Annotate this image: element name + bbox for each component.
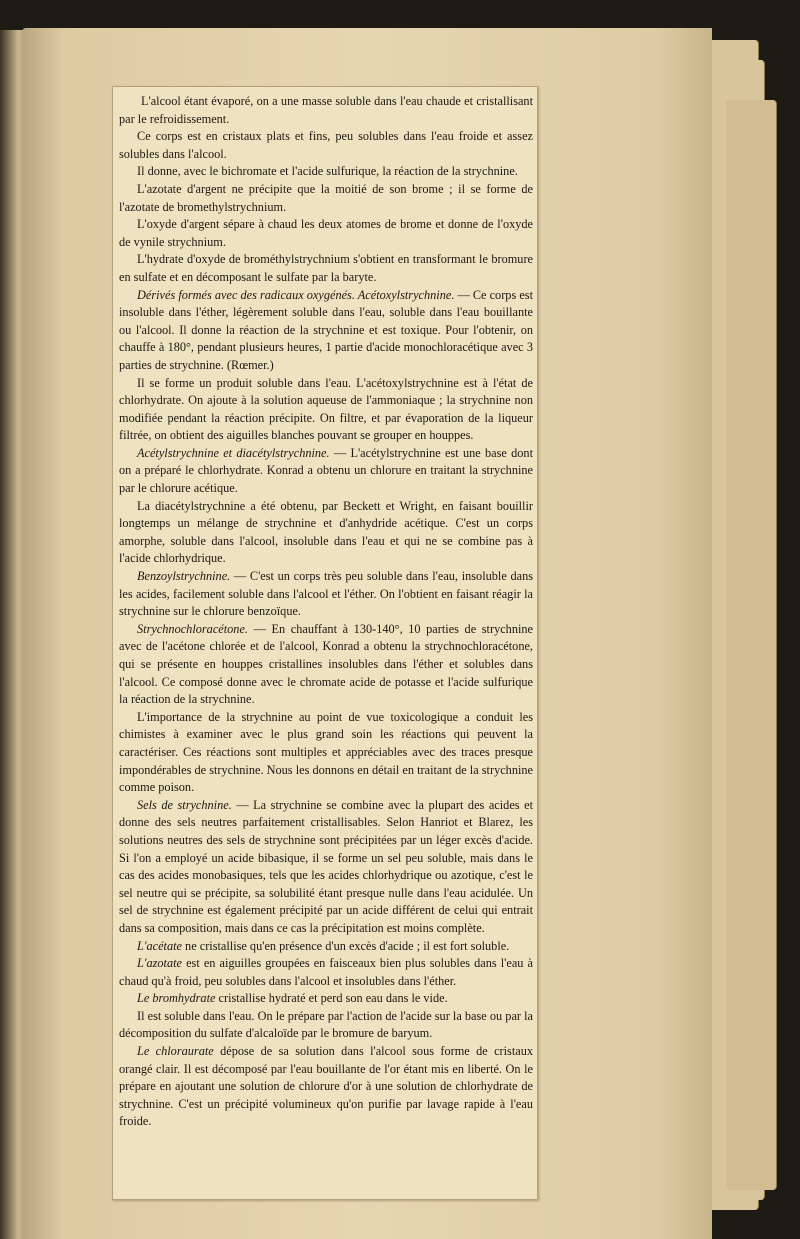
section-paragraph: Strychnochloracétone. — En chauffant à 130-140°, 10 parties de strychnine avec de l'acétone chlorée et de l'alcool, Konrad a obtenu la strychnochloracétone, qui se présente en houppes cristallines insolubles dans l'éther et solubles dans l'alcool. Ce composé donne avec le chromate acide de potasse et l'acide sulfurique la réaction de la strychnine. bbox=[119, 621, 533, 707]
page-stack-edge bbox=[726, 100, 777, 1190]
paragraph: L'oxyde d'argent sépare à chaud les deux atomes de brome et donne de l'oxyde de vynile strychnium. bbox=[119, 217, 533, 249]
paragraph: Il se forme un produit soluble dans l'eau. L'acétoxylstrychnine est à l'état de chlorhydrate. On ajoute à la solution aqueuse de l'ammoniaque ; la strychnine non modifiée pendant la réaction précipite. On filtre, et par évaporation de la liqueur filtrée, on obtient des aiguilles blanches pouvant se grouper en houppes. bbox=[119, 375, 533, 443]
paragraph: La diacétylstrychnine a été obtenu, par Beckett et Wright, en faisant bouillir longtemps un mélange de strychnine et d'anhydride acétique. C'est un corps amorphe, soluble dans l'alcool, insoluble dans l'eau et qui ne se combine pas à l'acide chlorhydrique. bbox=[119, 498, 533, 566]
salt-name: Le bromhydrate bbox=[137, 991, 216, 1006]
section-heading: Sels de strychnine. bbox=[137, 797, 232, 812]
paragraph: L'azotate d'argent ne précipite que la moitié de son brome ; il se forme de l'azotate de bromethylstrychnium. bbox=[119, 181, 533, 214]
paragraph: Il est soluble dans l'eau. On le prépare par l'action de l'acide sur la base ou par la décomposition du sulfate d'alcaloïde par le bromure de baryum. bbox=[119, 1008, 533, 1041]
section-heading: Benzoylstrychnine. bbox=[137, 569, 231, 584]
paragraph: Il donne, avec le bichromate et l'acide sulfurique, la réaction de la strychnine. bbox=[137, 164, 518, 179]
paragraph: L'hydrate d'oxyde de brométhylstrychnium s'obtient en transformant le bromure en sulfate et en décomposant le sulfate par la baryte. bbox=[119, 252, 533, 284]
salt-paragraph: Le chloraurate dépose de sa solution dans l'alcool sous forme de cristaux orangé clair. Il est décomposé par l'eau bouillante de l'or étant mis en liberté. On le prépare en ajoutant une solution de chlorure d'or à une solution de chlorhydrate de strychnine. C'est un précipité volumineux qu'on purifie par lavage rapide à l'eau froide. bbox=[119, 1044, 533, 1129]
section-paragraph: Dérivés formés avec des radicaux oxygénés. Acétoxylstrychnine. — Ce corps est insoluble dans l'éther, légèrement soluble dans l'eau, soluble dans l'eau bouillante ou l'alcool. Il donne la réaction de la strychnine et est toxique. Pour l'obtenir, on chauffe à 180°, pendant plusieurs heures, 1 partie d'acide monochloracétique avec 3 parties de strychnine. (Rœmer.) bbox=[119, 287, 533, 372]
salt-paragraph: Le bromhydrate cristallise hydraté et perd son eau dans le vide. bbox=[137, 991, 448, 1006]
salt-name: L'azotate bbox=[137, 956, 182, 971]
pasted-text-clipping bbox=[112, 86, 538, 1200]
salt-paragraph: L'azotate est en aiguilles groupées en faisceaux bien plus solubles dans l'eau à chaud qu'à froid, peu solubles dans l'alcool et insolubles dans l'éther. bbox=[119, 956, 533, 988]
paragraph: Ce corps est en cristaux plats et fins, peu solubles dans l'eau froide et assez solubles dans l'alcool. bbox=[119, 129, 533, 161]
section-paragraph: Acétylstrychnine et diacétylstrychnine. — L'acétylstrychnine est une base dont on a préparé le chlorhydrate. Konrad a obtenu un chlorure en traitant la strychnine par le chlorure acétique. bbox=[119, 445, 533, 496]
section-paragraph: Sels de strychnine. — La strychnine se combine avec la plupart des acides et donne des sels neutres parfaitement cristallisables. Selon Hanriot et Blarez, les solutions neutres des sels de strychnine sont précipitées par un léger excès d'acide. Si l'on a employé un acide bibasique, il se forme un sel peu soluble, mais dans le cas des acides monobasiques, tels que les acides chlorhydrique ou azotique, c'est le sel neutre qui se précipite, sa solubilité étant presque nulle dans l'eau acidulée. Un sel de strychnine est également précipité par un acide différent de celui qui entrait dans sa composition, mais dans ce cas la précipitation est moins complète. bbox=[119, 797, 533, 935]
section-paragraph: Benzoylstrychnine. — C'est un corps très peu soluble dans l'eau, insoluble dans les acides, facilement soluble dans l'alcool et l'éther. On l'obtient en faisant réagir la strychnine sur le chlorure benzoïque. bbox=[119, 569, 533, 619]
paragraph: L'importance de la strychnine au point de vue toxicologique a conduit les chimistes à examiner avec le plus grand soin les réactions qui peuvent la caractériser. Ces réactions sont multiples et appréciables avec des traces presque impondérables de strychnine. Nous les donnons en détail en traitant de la strychnine comme poison. bbox=[119, 709, 533, 795]
salt-paragraph: L'acétate ne cristallise qu'en présence d'un excès d'acide ; il est fort soluble. bbox=[137, 938, 510, 953]
section-heading: Dérivés formés avec des radicaux oxygénés. Acétoxylstrychnine. bbox=[137, 287, 455, 302]
section-heading: Acétylstrychnine et diacétylstrychnine. bbox=[137, 445, 330, 460]
salt-name: L'acétate bbox=[137, 938, 182, 953]
paragraph: L'alcool étant évaporé, on a une masse soluble dans l'eau chaude et cristallisant par le refroidissement. bbox=[119, 94, 533, 126]
salt-name: Le chloraurate bbox=[137, 1044, 214, 1059]
section-heading: Strychnochloracétone. bbox=[137, 621, 248, 636]
